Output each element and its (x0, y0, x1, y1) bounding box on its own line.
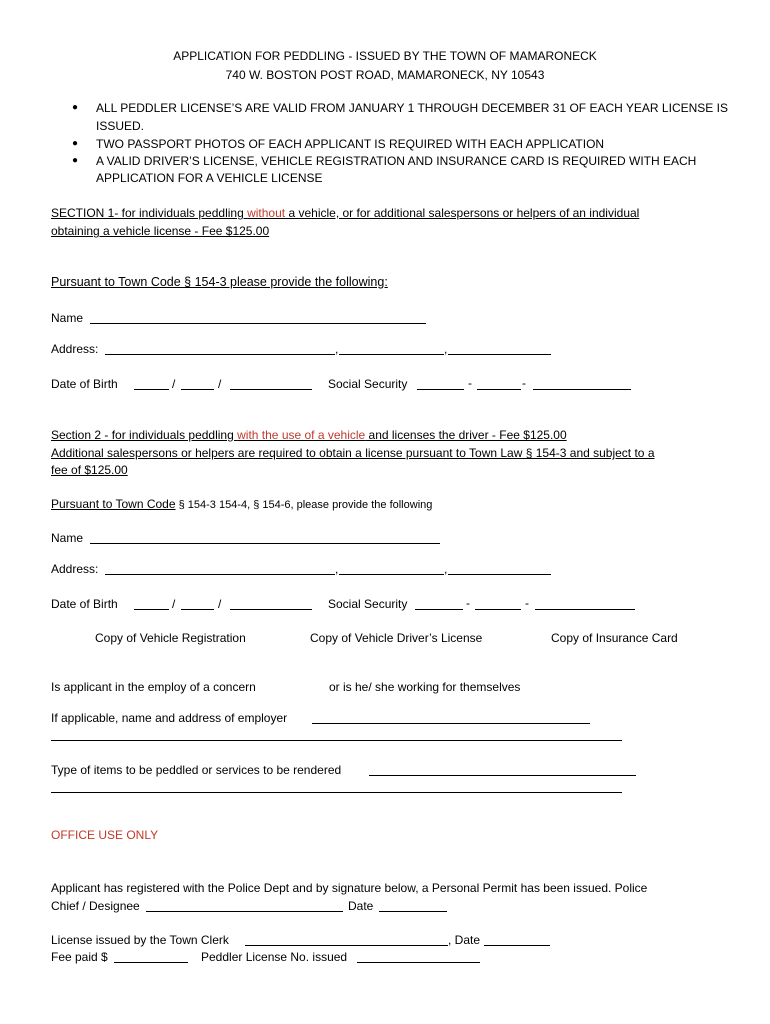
ssn-label: Social Security (328, 377, 408, 391)
section2-pursuant-code: Pursuant to Town Code (51, 497, 176, 511)
employer-label: If applicable, name and address of employer (51, 711, 288, 725)
dob-day-field[interactable] (181, 389, 214, 390)
section2-pursuant (51, 497, 432, 511)
slash-separator: / (218, 377, 222, 391)
slash-separator: / (218, 597, 222, 611)
dash-separator: - (468, 376, 472, 390)
section2-heading-vehicle: with the use of a vehicle (237, 428, 366, 442)
police-chief-label: Chief / Designee (51, 899, 140, 913)
ssn-part3-field[interactable] (533, 389, 631, 390)
clerk-label: License issued by the Town Clerk (51, 933, 229, 947)
comma-separator: , (335, 342, 339, 356)
section1-pursuant: Pursuant to Town Code § 154-3 please provide the following: (51, 275, 388, 289)
ssn-part2-field-2[interactable] (475, 609, 521, 610)
employer-field-line2[interactable] (51, 740, 622, 741)
items-field[interactable] (369, 775, 636, 776)
address-street-field-2[interactable] (105, 574, 335, 575)
bullet-text-validity-cont: ISSUED. (96, 119, 145, 133)
comma-separator: , (444, 342, 448, 356)
dash-separator: - (466, 596, 470, 610)
address-zip-field[interactable] (448, 354, 551, 355)
copy-vehicle-registration: Copy of Vehicle Registration (95, 631, 246, 645)
copy-drivers-license: Copy of Vehicle Driver’s License (310, 631, 483, 645)
name-label: Name (51, 311, 84, 325)
dob-day-field-2[interactable] (181, 609, 214, 610)
police-signature-field[interactable] (146, 911, 343, 912)
name-label-2: Name (51, 531, 84, 545)
bullet-text-license: A VALID DRIVER’S LICENSE, VEHICLE REGISTRATION AND INSURANCE CARD IS REQUIRED WITH EACH (96, 154, 697, 168)
name-field[interactable] (90, 323, 426, 324)
ssn-part3-field-2[interactable] (535, 609, 635, 610)
fee-paid-field[interactable] (114, 962, 188, 963)
self-employed-question: or is he/ she working for themselves (329, 680, 521, 694)
dob-label: Date of Birth (51, 377, 118, 391)
bullet-text-validity: ALL PEDDLER LICENSE’S ARE VALID FROM JANUARY 1 THROUGH DECEMBER 31 OF EACH YEAR LICENSE IS (96, 101, 728, 115)
section2-heading-pre: Section 2 - for individuals peddling (51, 428, 238, 442)
ssn-part1-field-2[interactable] (415, 609, 463, 610)
office-use-heading: OFFICE USE ONLY (51, 828, 159, 842)
ssn-part1-field[interactable] (417, 389, 464, 390)
name-field-2[interactable] (90, 543, 440, 544)
section1-heading-without: without (247, 206, 286, 220)
town-address: 740 W. BOSTON POST ROAD, MAMARONECK, NY 10543 (225, 68, 545, 82)
dob-month-field-2[interactable] (134, 609, 169, 610)
dob-year-field[interactable] (230, 389, 312, 390)
section1-heading-pre: SECTION 1- for individuals peddling (51, 206, 248, 220)
section2-heading (51, 428, 567, 442)
section2-additional: Additional salespersons or helpers are required to obtain a license pursuant to Town Law § 154-3 and subject to a (51, 446, 655, 460)
copy-insurance-card: Copy of Insurance Card (551, 631, 678, 645)
bullet-text-license-cont: APPLICATION FOR A VEHICLE LICENSE (96, 171, 323, 185)
clerk-date-field[interactable] (484, 945, 550, 946)
police-statement: Applicant has registered with the Police Dept and by signature below, a Personal Permit has been issued. Police (51, 881, 648, 895)
police-date-label: Date (348, 899, 374, 913)
section1-heading (51, 206, 639, 220)
address-label: Address: (51, 342, 99, 356)
address-city-field-2[interactable] (339, 574, 444, 575)
dash-separator: - (522, 376, 526, 390)
section1-heading-post: a vehicle, or for additional salespersons or helpers of an individual (285, 206, 640, 220)
dob-year-field-2[interactable] (230, 609, 312, 610)
comma-separator: , (335, 562, 339, 576)
fee-paid-label: Fee paid $ (51, 950, 108, 964)
items-field-line2[interactable] (51, 792, 622, 793)
comma-separator: , (444, 562, 448, 576)
employer-field[interactable] (312, 723, 590, 724)
slash-separator: / (172, 597, 176, 611)
clerk-signature-field[interactable] (245, 945, 448, 946)
dob-label-2: Date of Birth (51, 597, 118, 611)
section2-pursuant-rest: § 154-3 154-4, § 154-6, please provide the following (175, 499, 433, 511)
clerk-date-label: , Date (448, 933, 481, 947)
police-date-field[interactable] (379, 911, 447, 912)
form-title: APPLICATION FOR PEDDLING - ISSUED BY THE TOWN OF MAMARONECK (173, 49, 597, 63)
section2-fee: fee of $125.00 (51, 463, 128, 477)
dash-separator: - (525, 596, 529, 610)
address-zip-field-2[interactable] (448, 574, 551, 575)
ssn-part2-field[interactable] (477, 389, 521, 390)
address-street-field[interactable] (105, 354, 335, 355)
address-label-2: Address: (51, 562, 99, 576)
bullet-icon: ● (72, 138, 79, 149)
bullet-icon: ● (72, 155, 79, 166)
license-no-label: Peddler License No. issued (201, 950, 348, 964)
bullet-icon: ● (72, 102, 79, 113)
ssn-label-2: Social Security (328, 597, 408, 611)
bullet-text-photos: TWO PASSPORT PHOTOS OF EACH APPLICANT IS REQUIRED WITH EACH APPLICATION (96, 137, 605, 151)
slash-separator: / (172, 377, 176, 391)
address-city-field[interactable] (339, 354, 444, 355)
section2-heading-post: and licenses the driver - Fee $125.00 (365, 428, 567, 442)
dob-month-field[interactable] (134, 389, 169, 390)
license-no-field[interactable] (357, 962, 480, 963)
section1-fee: obtaining a vehicle license - Fee $125.00 (51, 224, 270, 238)
items-label: Type of items to be peddled or services to be rendered (51, 763, 342, 777)
employ-question: Is applicant in the employ of a concern (51, 680, 256, 694)
